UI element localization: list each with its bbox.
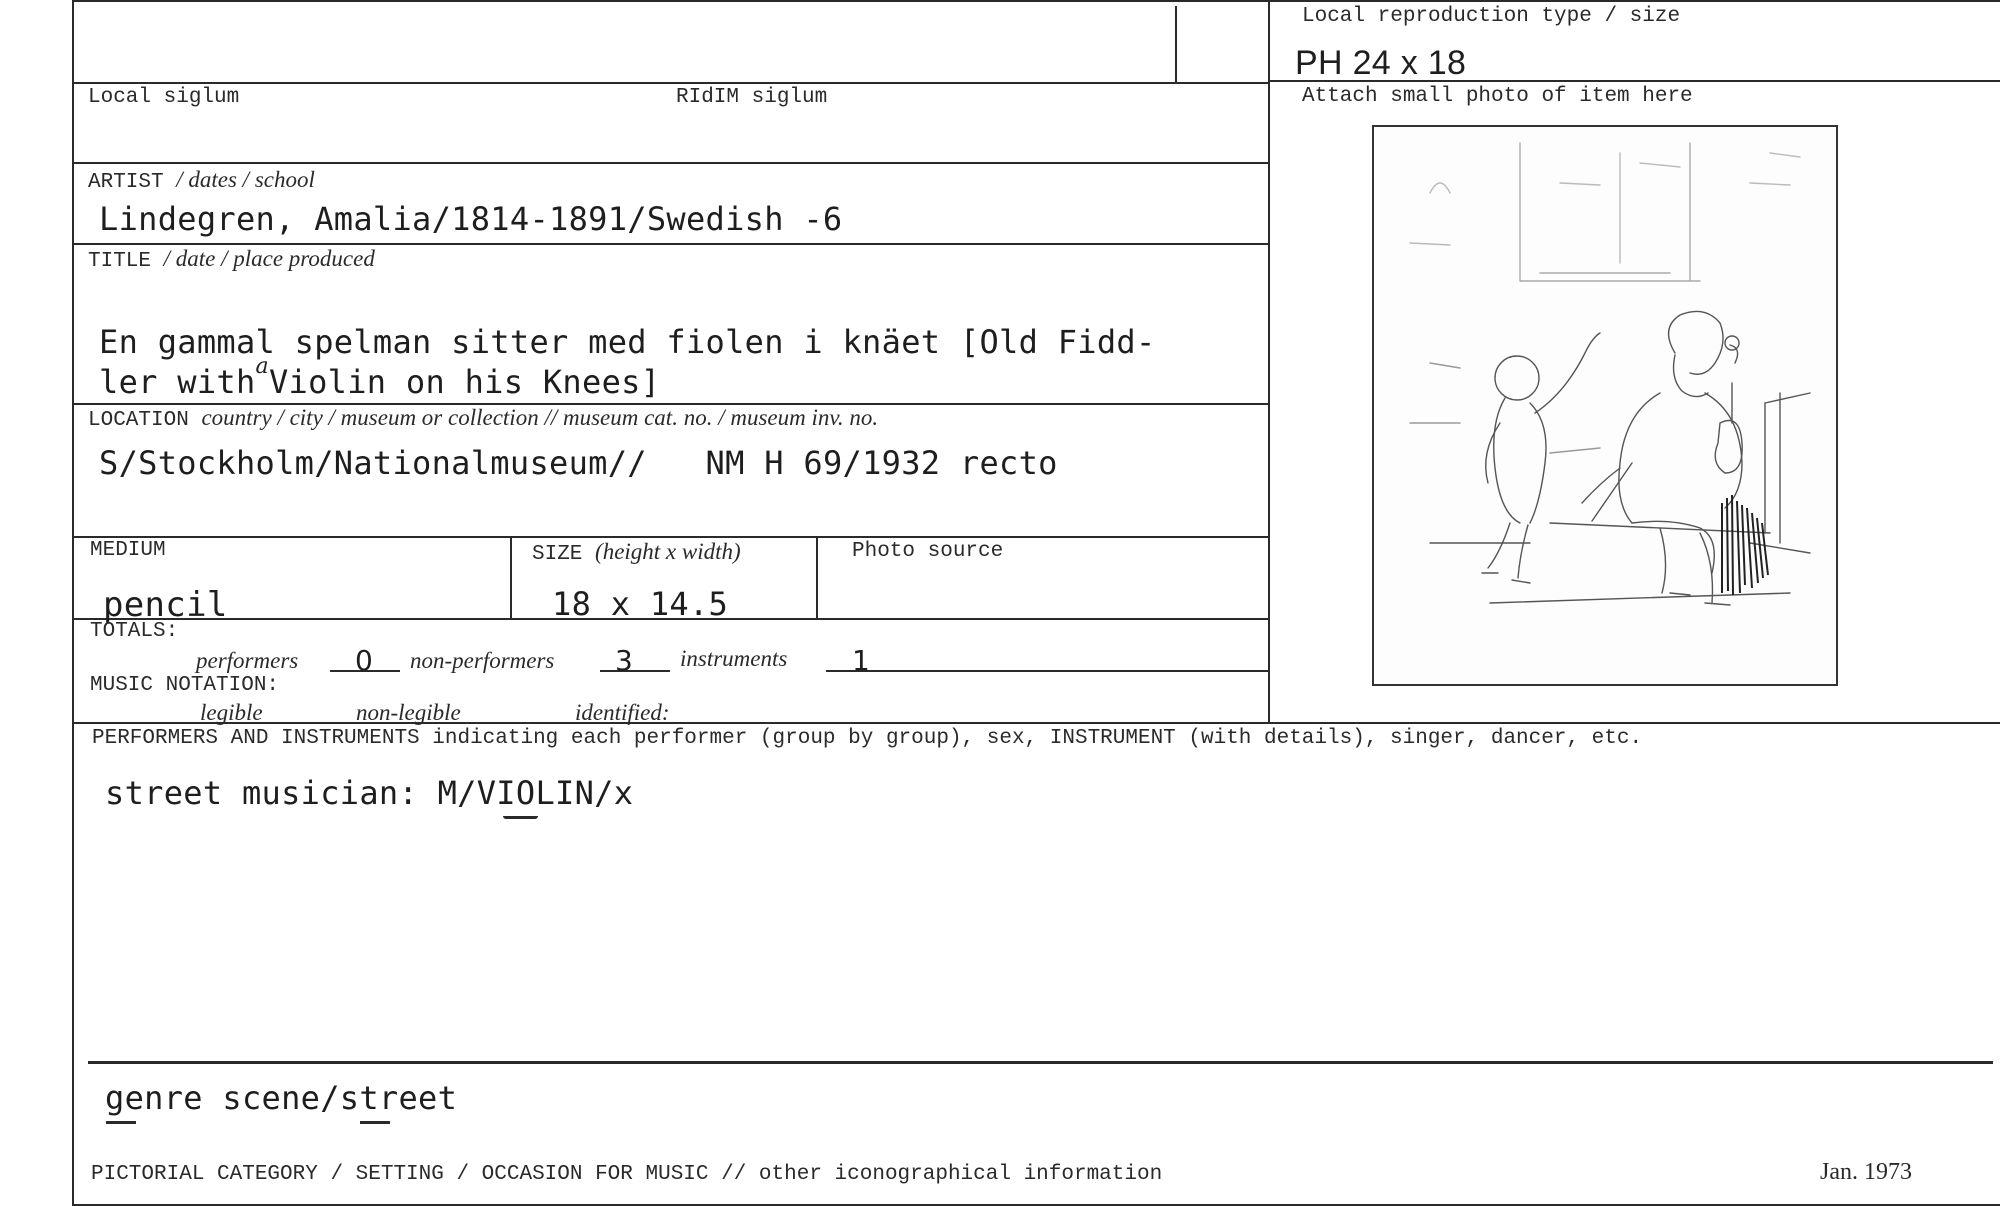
location-label: LOCATION country / city / museum or collection // museum cat. no. / museum inv. no.: [88, 405, 879, 432]
instruments-value: 1: [852, 644, 870, 677]
ridim-siglum-label: RIdIM siglum: [676, 86, 828, 109]
instruments-blank: [826, 670, 1268, 672]
attached-photo-sketch: [1370, 123, 1840, 688]
top-divider: [1175, 6, 1177, 83]
size-divider-left: [510, 536, 512, 618]
notation-label: MUSIC NOTATION:: [90, 674, 280, 697]
left-border: [72, 0, 74, 1206]
non-performers-label: non-performers: [410, 648, 555, 673]
genre-underline: [106, 1121, 136, 1124]
line-category: [88, 1061, 1993, 1064]
card-date: Jan. 1973: [1820, 1159, 1912, 1185]
line-artist: [72, 162, 1268, 164]
repro-value: PH 24 x 18: [1295, 44, 1467, 82]
identified-label: identified:: [575, 700, 670, 725]
performers-value: street musician: M/VIOLIN/x: [105, 774, 634, 812]
performers-value: 0: [355, 644, 373, 677]
non-performers-blank: [600, 670, 670, 672]
inserted-article: a: [255, 354, 269, 379]
line-siglum: [72, 82, 1268, 84]
performers-section-label: PERFORMERS AND INSTRUMENTS indicating each performer (group by group), sex, INSTRUMENT (with details), singer, dancer, etc.: [92, 727, 1643, 750]
violin-underline: [503, 816, 538, 819]
title-line-1: En gammal spelman sitter med fiolen i knäet [Old Fidd-: [99, 323, 1156, 361]
artist-value: Lindegren, Amalia/1814-1891/Swedish -6: [99, 200, 843, 238]
performers-label: performers: [196, 648, 299, 673]
title-label: TITLE / date / place produced: [88, 246, 375, 273]
category-value: genre scene/street: [105, 1079, 458, 1117]
size-label: SIZE (height x width): [532, 539, 741, 566]
non-performers-value: 3: [615, 644, 633, 677]
legible-label: legible: [200, 700, 263, 725]
location-value: S/Stockholm/Nationalmuseum// NM H 69/1932 recto: [99, 444, 1058, 482]
photo-source-label: Photo source: [852, 540, 1004, 563]
totals-label: TOTALS:: [90, 620, 179, 643]
medium-value: pencil: [103, 585, 228, 625]
line-medium: [72, 536, 1268, 538]
category-label: PICTORIAL CATEGORY / SETTING / OCCASION FOR MUSIC // other iconographical information: [91, 1163, 1163, 1186]
repro-label: Local reproduction type / size: [1302, 5, 1681, 28]
size-divider-right: [816, 536, 818, 618]
non-legible-label: non-legible: [356, 700, 461, 725]
line-title: [72, 243, 1268, 245]
size-value: 18 x 14.5: [552, 585, 729, 623]
top-border: [72, 0, 2000, 2]
local-siglum-label: Local siglum: [88, 86, 240, 109]
street-underline: [360, 1121, 390, 1124]
medium-label: MEDIUM: [90, 539, 166, 562]
photo-label: Attach small photo of item here: [1302, 85, 1693, 108]
title-line-2: ler with$^a$Violin on his Knees]: [99, 354, 661, 401]
instruments-label: instruments: [680, 646, 788, 671]
right-column-divider: [1268, 0, 1270, 722]
artist-label: ARTIST / dates / school: [88, 167, 315, 194]
